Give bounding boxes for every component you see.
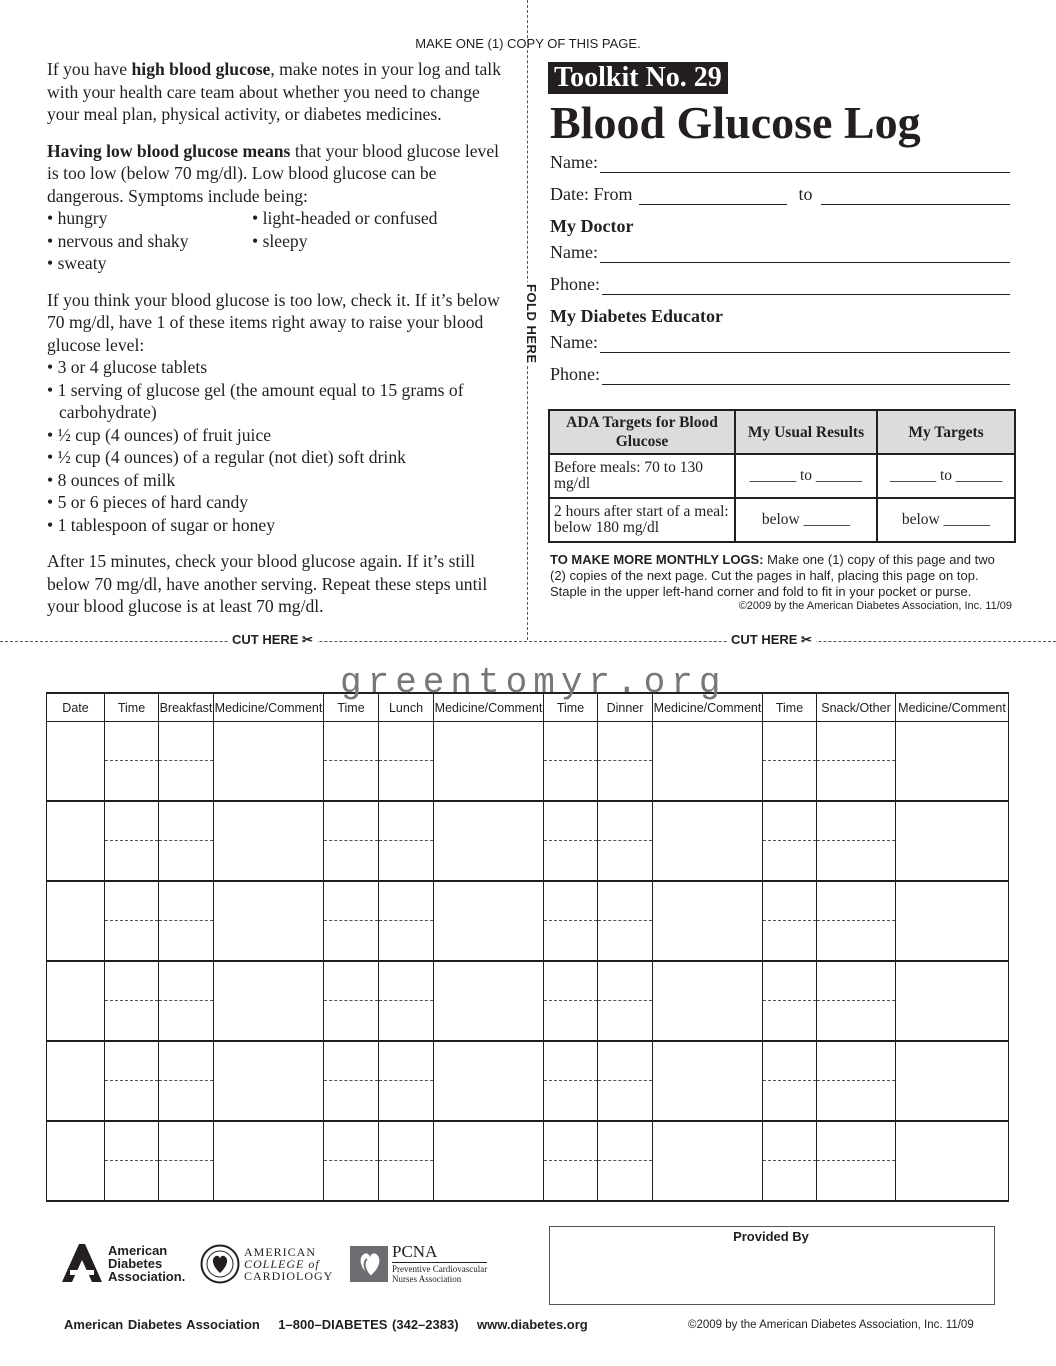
symptom-item: • hungry <box>47 207 252 230</box>
log-cell[interactable] <box>544 722 598 802</box>
date-range-field[interactable]: Date: From to <box>550 184 1010 205</box>
doctor-phone-field[interactable]: Phone: <box>550 274 1010 295</box>
log-cell[interactable] <box>434 1121 544 1201</box>
after-meals-my-field[interactable]: below ______ <box>877 498 1015 542</box>
educator-phone-field[interactable]: Phone: <box>550 364 1010 385</box>
log-cell[interactable] <box>379 1121 434 1201</box>
log-cell[interactable] <box>763 1121 817 1201</box>
log-cell[interactable] <box>653 1041 763 1121</box>
log-cell[interactable] <box>544 961 598 1041</box>
check-glucose-paragraph: If you think your blood glucose is too low, check it. If it’s below 70 mg/dl, have 1 of these items right away to raise your blood glucose level: <box>47 289 500 355</box>
log-cell[interactable] <box>159 1041 214 1121</box>
log-cell[interactable] <box>159 1121 214 1201</box>
low-glucose-paragraph: Having low blood glucose means that your blood glucose level is too low (below 70 mg/dl). Low blood glucose can be dangerous. Symptoms include being: <box>47 140 500 206</box>
symptom-item: • light-headed or confused <box>252 207 492 230</box>
log-cell[interactable] <box>159 801 214 881</box>
log-cell[interactable] <box>817 961 896 1041</box>
log-cell[interactable] <box>653 881 763 961</box>
log-cell[interactable] <box>544 1121 598 1201</box>
log-cell[interactable] <box>379 1041 434 1121</box>
log-cell[interactable] <box>324 1041 379 1121</box>
pcna-logo-subtitle: Preventive Cardiovascular Nurses Association <box>392 1264 488 1284</box>
log-cell[interactable] <box>896 961 1009 1041</box>
log-cell[interactable] <box>763 722 817 802</box>
pcna-logo-icon <box>350 1242 390 1284</box>
log-cell[interactable] <box>653 961 763 1041</box>
pcna-logo-title: PCNA <box>392 1242 438 1261</box>
name-field[interactable]: Name: <box>550 152 1010 173</box>
log-cell[interactable] <box>896 881 1009 961</box>
log-cell[interactable] <box>817 801 896 881</box>
log-row <box>47 801 1009 881</box>
log-column-header: Medicine/Comment <box>896 693 1009 722</box>
log-cell[interactable] <box>653 722 763 802</box>
symptom-item: • nervous and shaky <box>47 230 252 253</box>
log-cell[interactable] <box>598 881 653 961</box>
log-cell[interactable] <box>105 881 159 961</box>
educator-heading: My Diabetes Educator <box>550 306 723 326</box>
log-cell[interactable] <box>324 881 379 961</box>
log-cell[interactable] <box>47 722 105 802</box>
after-meals-target: 2 hours after start of a meal: below 180 mg/dl <box>549 498 735 542</box>
log-column-header: Breakfast <box>159 693 214 722</box>
log-cell[interactable] <box>324 961 379 1041</box>
before-meals-my-field[interactable]: ______ to ______ <box>877 454 1015 498</box>
log-cell[interactable] <box>105 1121 159 1201</box>
log-cell[interactable] <box>653 801 763 881</box>
targets-header-usual: My Usual Results <box>735 410 877 454</box>
treatment-item: • 1 serving of glucose gel (the amount equal to 15 grams of carbohydrate) <box>47 379 512 424</box>
educator-phone-line[interactable] <box>602 368 1010 385</box>
educator-name-line[interactable] <box>600 336 1010 353</box>
log-cell[interactable] <box>214 722 324 802</box>
targets-header-my: My Targets <box>877 410 1015 454</box>
log-column-header: Medicine/Comment <box>434 693 544 722</box>
high-glucose-paragraph: If you have high blood glucose, make notes in your log and talk with your health care team about whether you need to change your meal plan, physical activity, or diabetes medicines. <box>47 59 501 124</box>
copy-instruction: MAKE ONE (1) COPY OF THIS PAGE. <box>415 36 641 51</box>
date-to-line[interactable] <box>821 188 1010 205</box>
page-title: Blood Glucose Log <box>550 97 921 148</box>
log-cell[interactable] <box>159 722 214 802</box>
log-cell[interactable] <box>817 1041 896 1121</box>
targets-table <box>548 409 1016 543</box>
log-column-header: Time <box>544 693 598 722</box>
monthly-logs-instructions: TO MAKE MORE MONTHLY LOGS: Make one (1) copy of this page and two (2) copies of the next page. Cut the pages in half, placing this page on top. Staple in the upper left-hand corner and fold to fit in your pocket or purse. ©2009 by the American Diabetes Association, Inc. 11/09 <box>550 552 1012 615</box>
doctor-name-line[interactable] <box>600 246 1010 263</box>
treatment-item: • ½ cup (4 ounces) of fruit juice <box>47 424 512 447</box>
log-cell[interactable] <box>817 881 896 961</box>
log-cell[interactable] <box>896 722 1009 802</box>
log-row <box>47 881 1009 961</box>
log-cell[interactable] <box>434 722 544 802</box>
log-cell[interactable] <box>544 801 598 881</box>
treatment-item: • 5 or 6 pieces of hard candy <box>47 491 512 514</box>
log-cell[interactable] <box>763 961 817 1041</box>
log-row <box>47 961 1009 1041</box>
toolkit-badge: Toolkit No. 29 <box>548 62 728 94</box>
log-cell[interactable] <box>434 801 544 881</box>
log-cell[interactable] <box>159 961 214 1041</box>
doctor-heading: My Doctor <box>550 216 634 236</box>
symptom-list <box>47 207 512 275</box>
ada-logo-icon <box>62 1244 106 1282</box>
log-cell[interactable] <box>817 722 896 802</box>
log-column-header: Time <box>324 693 379 722</box>
log-cell[interactable] <box>105 961 159 1041</box>
log-cell[interactable] <box>47 801 105 881</box>
log-cell[interactable] <box>598 1041 653 1121</box>
log-cell[interactable] <box>105 1041 159 1121</box>
symptom-item: • sleepy <box>252 230 492 253</box>
log-cell[interactable] <box>47 881 105 961</box>
before-meals-usual-field[interactable]: ______ to ______ <box>735 454 877 498</box>
treatment-list <box>47 356 512 536</box>
log-column-header: Dinner <box>598 693 653 722</box>
log-cell[interactable] <box>379 961 434 1041</box>
log-body <box>47 722 1009 1202</box>
log-cell[interactable] <box>763 801 817 881</box>
log-cell[interactable] <box>324 801 379 881</box>
fold-label: FOLD HERE <box>519 282 539 366</box>
log-cell[interactable] <box>434 961 544 1041</box>
log-cell[interactable] <box>434 881 544 961</box>
log-cell[interactable] <box>598 961 653 1041</box>
log-row <box>47 1041 1009 1121</box>
before-meals-target: Before meals: 70 to 130 mg/dl <box>549 454 735 498</box>
log-cell[interactable] <box>47 1121 105 1201</box>
acc-logo-text: AMERICAN COLLEGE of CARDIOLOGY <box>244 1245 334 1283</box>
name-line[interactable] <box>600 156 1010 173</box>
after-meals-usual-field[interactable]: below ______ <box>735 498 877 542</box>
cut-here-left: CUT HERE ✂ <box>228 632 317 648</box>
targets-header-ada: ADA Targets for Blood Glucose <box>549 410 735 454</box>
log-row <box>47 722 1009 802</box>
log-cell[interactable] <box>598 801 653 881</box>
log-cell[interactable] <box>214 881 324 961</box>
log-row <box>47 1121 1009 1201</box>
log-cell[interactable] <box>214 801 324 881</box>
log-cell[interactable] <box>379 722 434 802</box>
log-cell[interactable] <box>544 881 598 961</box>
log-cell[interactable] <box>47 961 105 1041</box>
log-cell[interactable] <box>214 1041 324 1121</box>
log-cell[interactable] <box>544 1041 598 1121</box>
log-cell[interactable] <box>214 961 324 1041</box>
log-cell[interactable] <box>105 801 159 881</box>
log-column-header: Medicine/Comment <box>653 693 763 722</box>
log-column-header: Medicine/Comment <box>214 693 324 722</box>
watermark: greentomyr.org <box>340 662 727 703</box>
date-from-line[interactable] <box>639 188 787 205</box>
log-column-header: Date <box>47 693 105 722</box>
treatment-item: • 8 ounces of milk <box>47 469 512 492</box>
log-cell[interactable] <box>324 722 379 802</box>
log-cell[interactable] <box>324 1121 379 1201</box>
log-cell[interactable] <box>598 1121 653 1201</box>
log-cell[interactable] <box>159 881 214 961</box>
log-cell[interactable] <box>379 801 434 881</box>
provided-by-label: Provided By <box>733 1229 809 1244</box>
log-cell[interactable] <box>434 1041 544 1121</box>
log-cell[interactable] <box>105 722 159 802</box>
log-cell[interactable] <box>896 1041 1009 1121</box>
doctor-phone-line[interactable] <box>602 278 1010 295</box>
log-cell[interactable] <box>598 722 653 802</box>
log-cell[interactable] <box>763 1041 817 1121</box>
log-cell[interactable] <box>817 1121 896 1201</box>
log-cell[interactable] <box>763 881 817 961</box>
cut-line <box>0 641 1056 642</box>
treatment-item: • 3 or 4 glucose tablets <box>47 356 512 379</box>
log-cell[interactable] <box>653 1121 763 1201</box>
footer-copyright: ©2009 by the American Diabetes Association, Inc. 11/09 <box>688 1319 974 1331</box>
ada-logo-text: American Diabetes Association. <box>108 1243 186 1284</box>
educator-name-field[interactable]: Name: <box>550 332 1010 353</box>
doctor-name-field[interactable]: Name: <box>550 242 1010 263</box>
log-column-header: Lunch <box>379 693 434 722</box>
log-column-header: Time <box>763 693 817 722</box>
glucose-log-table <box>46 692 1009 1202</box>
cut-here-right: CUT HERE ✂ <box>727 632 816 648</box>
acc-seal-icon <box>200 1244 240 1284</box>
recheck-paragraph: After 15 minutes, check your blood glucose again. If it’s still below 70 mg/dl, have another serving. Repeat these steps until your blood glucose is at least 70 mg/dl. <box>47 551 488 616</box>
treatment-item: • 1 tablespoon of sugar or honey <box>47 514 512 537</box>
log-column-header: Snack/Other <box>817 693 896 722</box>
ada-contact-line: American Diabetes Association 1–800–DIABETES (342–2383) www.diabetes.org <box>64 1317 588 1332</box>
copyright-small: ©2009 by the American Diabetes Association, Inc. 11/09 <box>738 600 1012 613</box>
treatment-item: • ½ cup (4 ounces) of a regular (not diet) soft drink <box>47 446 512 469</box>
log-cell[interactable] <box>47 1041 105 1121</box>
log-cell[interactable] <box>214 1121 324 1201</box>
log-column-header: Time <box>105 693 159 722</box>
log-cell[interactable] <box>896 801 1009 881</box>
log-cell[interactable] <box>379 881 434 961</box>
low-glucose-instructions <box>47 58 512 632</box>
log-cell[interactable] <box>896 1121 1009 1201</box>
symptom-item: • sweaty <box>47 252 252 275</box>
